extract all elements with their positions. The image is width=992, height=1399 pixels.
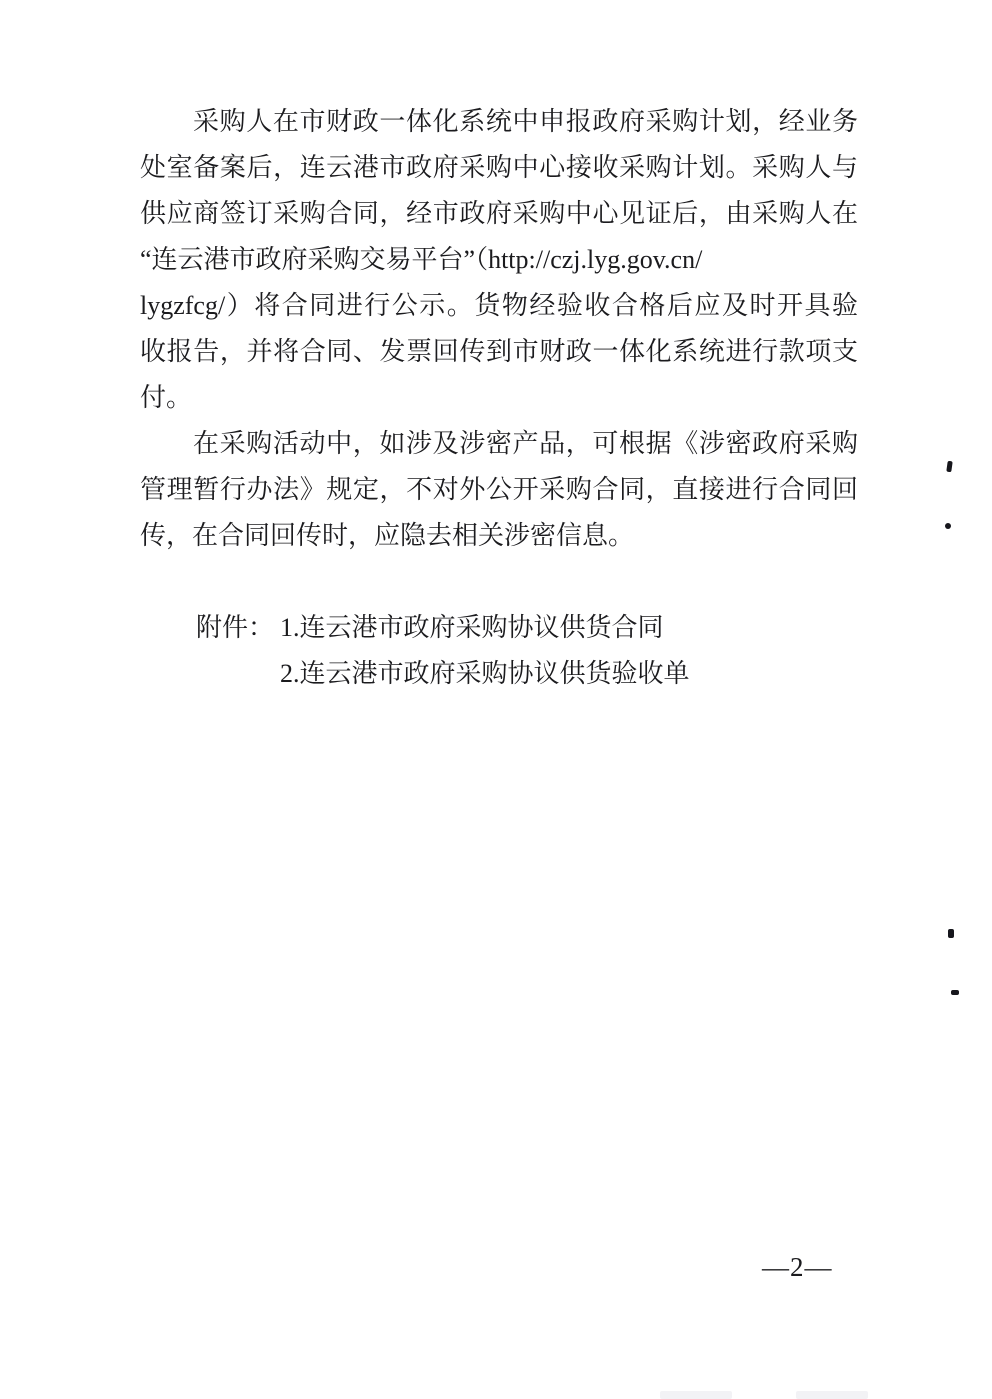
- body-line-url: “连云港市政府采购交易平台”（http://czj.lyg.gov.cn/: [140, 245, 703, 274]
- attachments-line: [140, 651, 858, 697]
- body-line: 采购人在市财政一体化系统中申报政府采购计划，经业务: [193, 107, 858, 136]
- scan-smudge: [660, 1391, 732, 1399]
- page-number: —2—: [762, 1252, 833, 1282]
- paragraph-gap: [140, 559, 858, 605]
- scan-speck: [948, 929, 954, 938]
- body-line: 收报告，并将合同、发票回传到市财政一体化系统进行款项支: [140, 337, 858, 366]
- body-line: 在采购活动中，如涉及涉密产品，可根据《涉密政府采购: [193, 429, 858, 458]
- body-line-url: lygzfcg/）将合同进行公示。货物经验收合格后应及时开具验: [140, 291, 858, 320]
- body-line: 传，在合同回传时，应隐去相关涉密信息。: [140, 521, 635, 550]
- attachment-item: 2.连云港市政府采购协议供货验收单: [280, 659, 690, 688]
- scan-smudge: [796, 1391, 868, 1399]
- attachments-line: [140, 605, 858, 651]
- body-line: 管理暂行办法》规定，不对外公开采购合同，直接进行合同回: [140, 475, 858, 504]
- body-line: 供应商签订采购合同，经市政府采购中心见证后，由采购人在: [140, 199, 858, 228]
- scan-speck: [951, 990, 959, 995]
- scan-speck: [945, 523, 951, 529]
- attachment-item: 1.连云港市政府采购协议供货合同: [280, 613, 664, 642]
- document-body: [140, 99, 858, 697]
- scan-speck: [946, 461, 952, 473]
- body-line: 处室备案后，连云港市政府采购中心接收采购计划。采购人与: [140, 153, 858, 182]
- attachments-label: 附件：: [196, 613, 275, 642]
- body-line: 付。: [140, 383, 193, 412]
